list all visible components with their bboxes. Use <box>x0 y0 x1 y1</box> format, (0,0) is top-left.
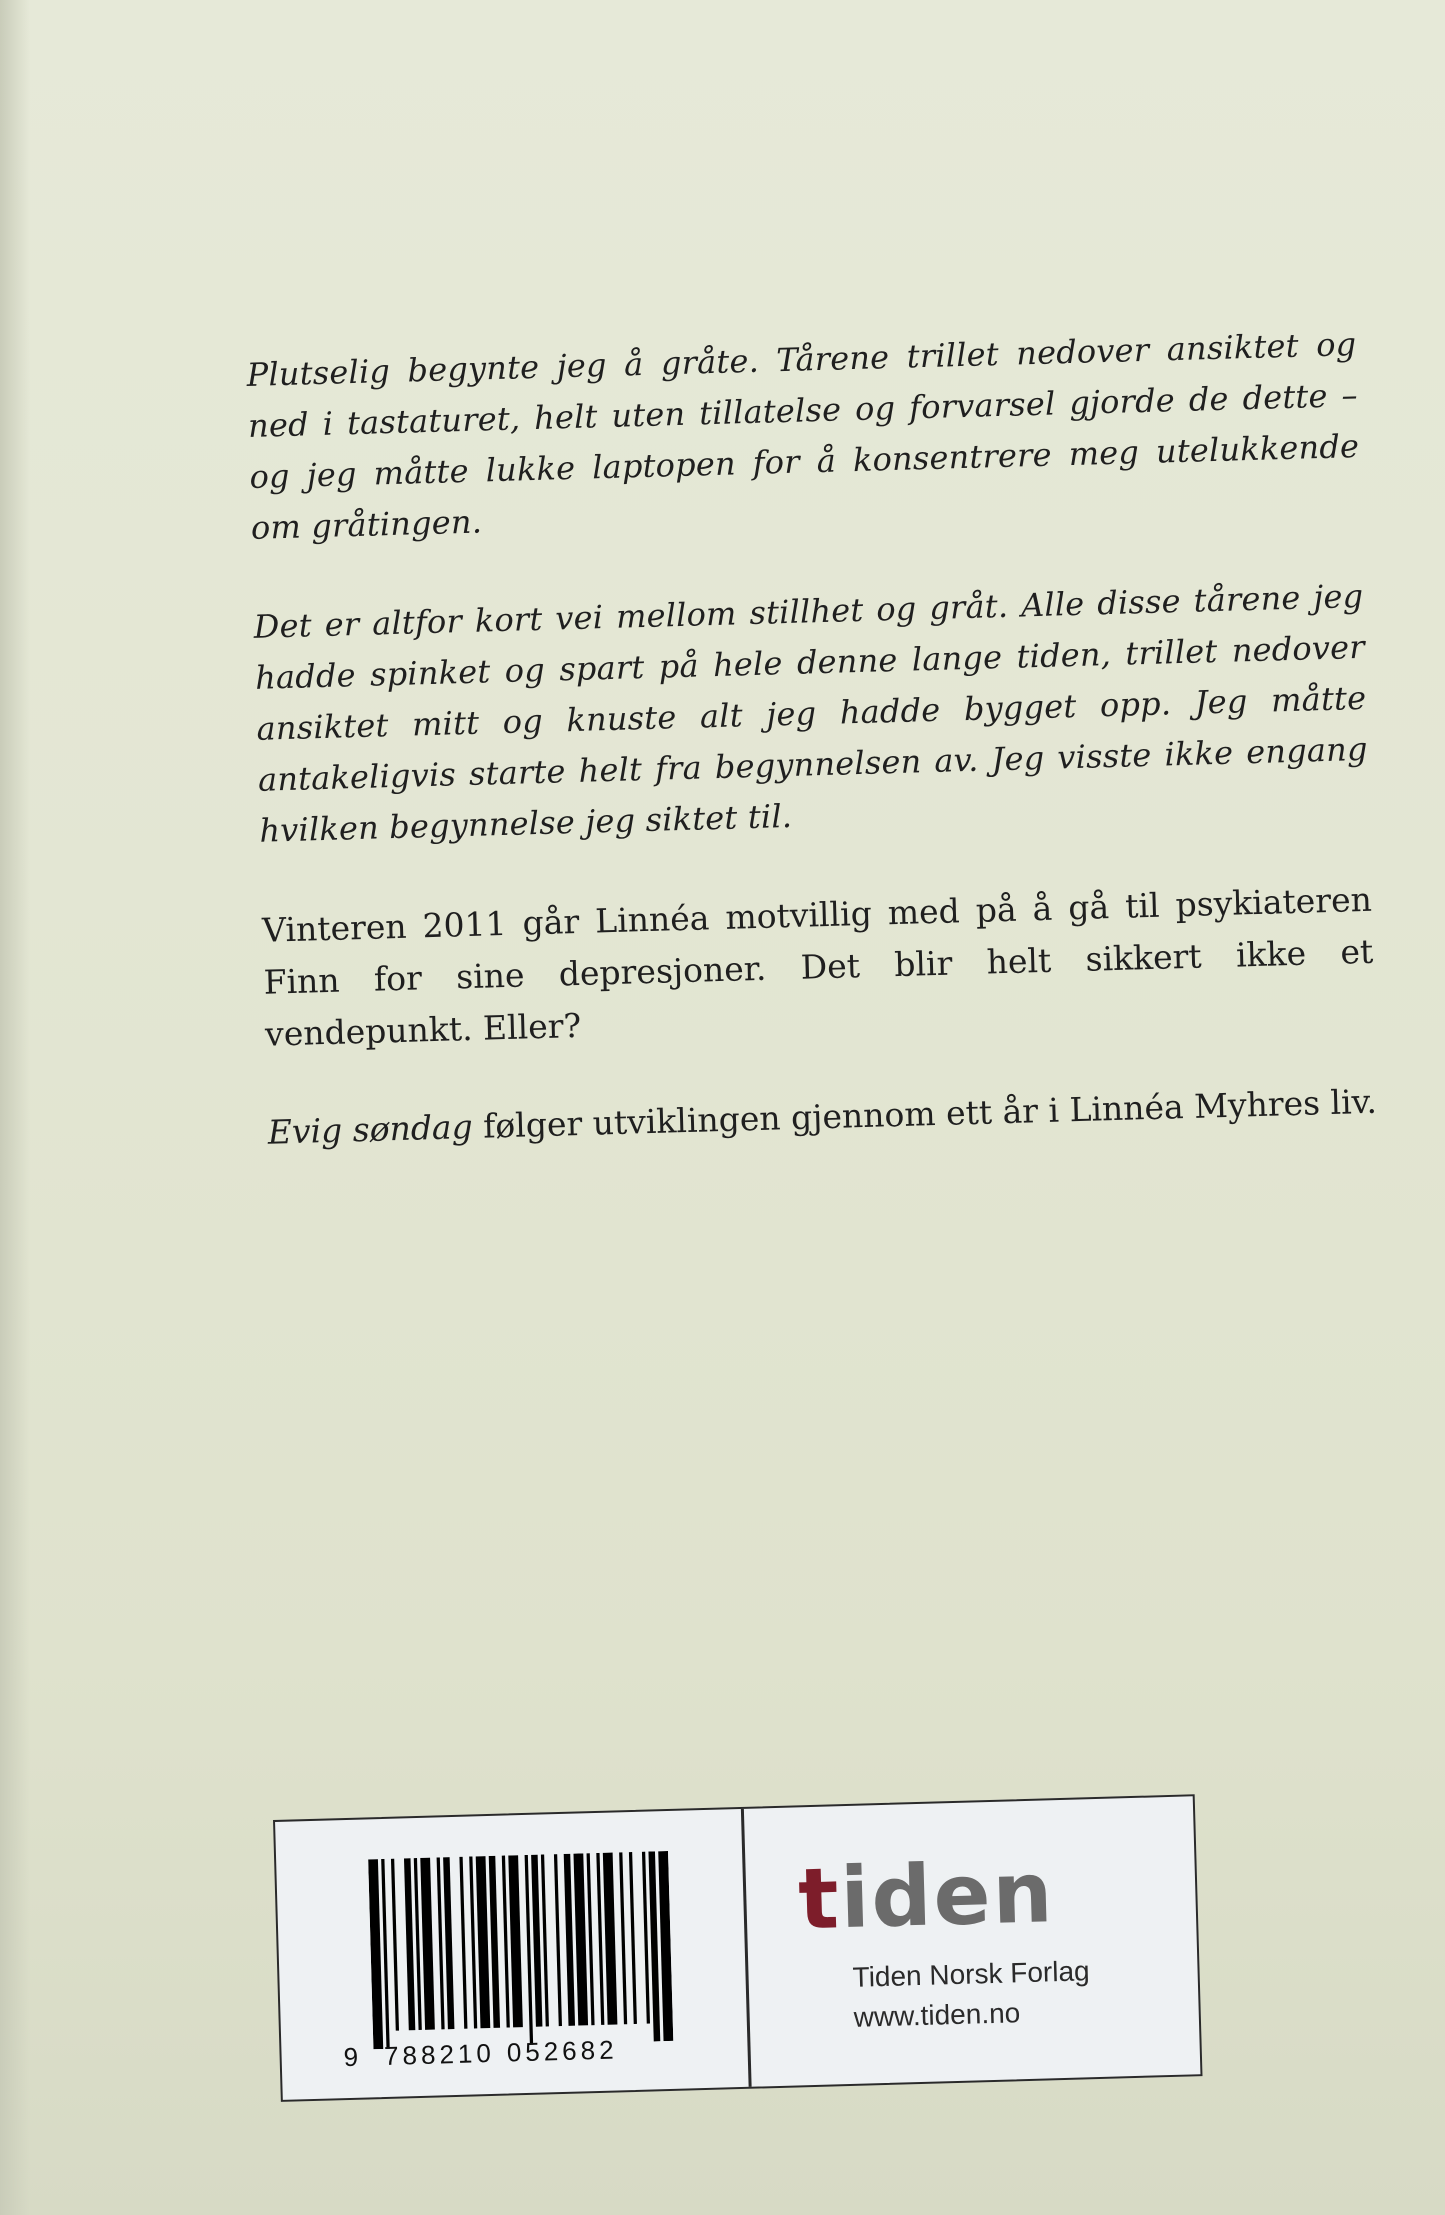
barcode-bar <box>489 1856 500 2028</box>
barcode-bar <box>554 1854 562 2026</box>
logo-rest: iden <box>839 1843 1056 1948</box>
barcode-bar <box>443 1857 454 2029</box>
barcode-bar <box>648 1851 660 2041</box>
publisher-logo <box>797 1843 1056 1949</box>
blurb-tagline <box>267 1076 1378 1159</box>
barcode-bar <box>404 1858 415 2030</box>
barcode-bar <box>368 1859 383 2049</box>
barcode-bar <box>541 1854 549 2026</box>
barcode-bar <box>420 1858 435 2030</box>
blurb-text <box>246 319 1378 1159</box>
barcode-bar <box>476 1856 491 2028</box>
barcode-bar <box>596 1853 604 2025</box>
barcode-panel <box>275 1809 749 2100</box>
isbn-group-2: 052682 <box>506 2034 618 2068</box>
barcode-bar <box>603 1853 618 2025</box>
tagline-text: følger utviklingen gjennom ett år i Linnéa Myhres liv. <box>472 1081 1378 1146</box>
barcode-bar <box>642 1852 650 2024</box>
barcode-bar <box>629 1852 637 2024</box>
barcode-bar <box>619 1852 627 2024</box>
barcode-bar <box>502 1856 510 2028</box>
publisher-panel <box>744 1796 1202 2086</box>
barcode-bar <box>564 1854 575 2026</box>
barcode-bar <box>573 1853 588 2025</box>
isbn-group-1: 788210 <box>383 2037 496 2071</box>
quote-paragraph-1: Plutselig begynte jeg å gråte. Tårene trillet nedover ansiktet og ned i tastaturet, helt uten tillatelse og forvarsel gjorde de dette – og jeg måtte lukke laptopen for å konsentrere meg utelukkende om gråtingen. <box>246 325 1360 547</box>
isbn-publisher-sticker <box>273 1794 1203 2102</box>
barcode-bar <box>459 1857 467 2029</box>
barcode-bar <box>525 1855 534 2045</box>
book-title: Evig søndag <box>267 1106 474 1152</box>
barcode-bar <box>531 1855 542 2027</box>
spine-shadow <box>0 0 30 2215</box>
blurb-quote <box>246 319 1370 857</box>
publisher-name: Tiden Norsk Forlag <box>852 1955 1091 1993</box>
blurb-summary: Vinteren 2011 går Linnéa motvillig med på å gå til psykiateren Finn for sine depresjoner. Det blir helt sikkert ikke et vendepunkt. Eller? <box>261 879 1374 1054</box>
barcode-bar <box>391 1859 399 2031</box>
barcode-bar <box>469 1856 477 2028</box>
isbn-number <box>343 2034 618 2073</box>
logo-letter-t: t <box>797 1849 842 1949</box>
barcode-bar <box>587 1853 595 2025</box>
barcode-bar <box>381 1859 390 2049</box>
quote-paragraph-2: Det er altfor kort vei mellom stillhet og gråt. Alle disse tårene jeg hadde spinket og spart på hele denne lange tiden, trillet nedover ansiktet mitt og knuste alt jeg hadde bygget opp. Jeg måtte antakeligvis starte helt fra begynnelsen av. Jeg visste ikke engang hvilken begynnelse jeg siktet til. <box>253 576 1369 850</box>
barcode-icon <box>368 1851 673 2049</box>
publisher-url: www.tiden.no <box>853 1997 1021 2033</box>
barcode-bar <box>414 1858 422 2030</box>
barcode-bar <box>658 1851 673 2041</box>
isbn-lead-digit: 9 <box>343 2041 363 2073</box>
barcode-bar <box>437 1857 445 2029</box>
barcode-bar <box>508 1855 523 2027</box>
